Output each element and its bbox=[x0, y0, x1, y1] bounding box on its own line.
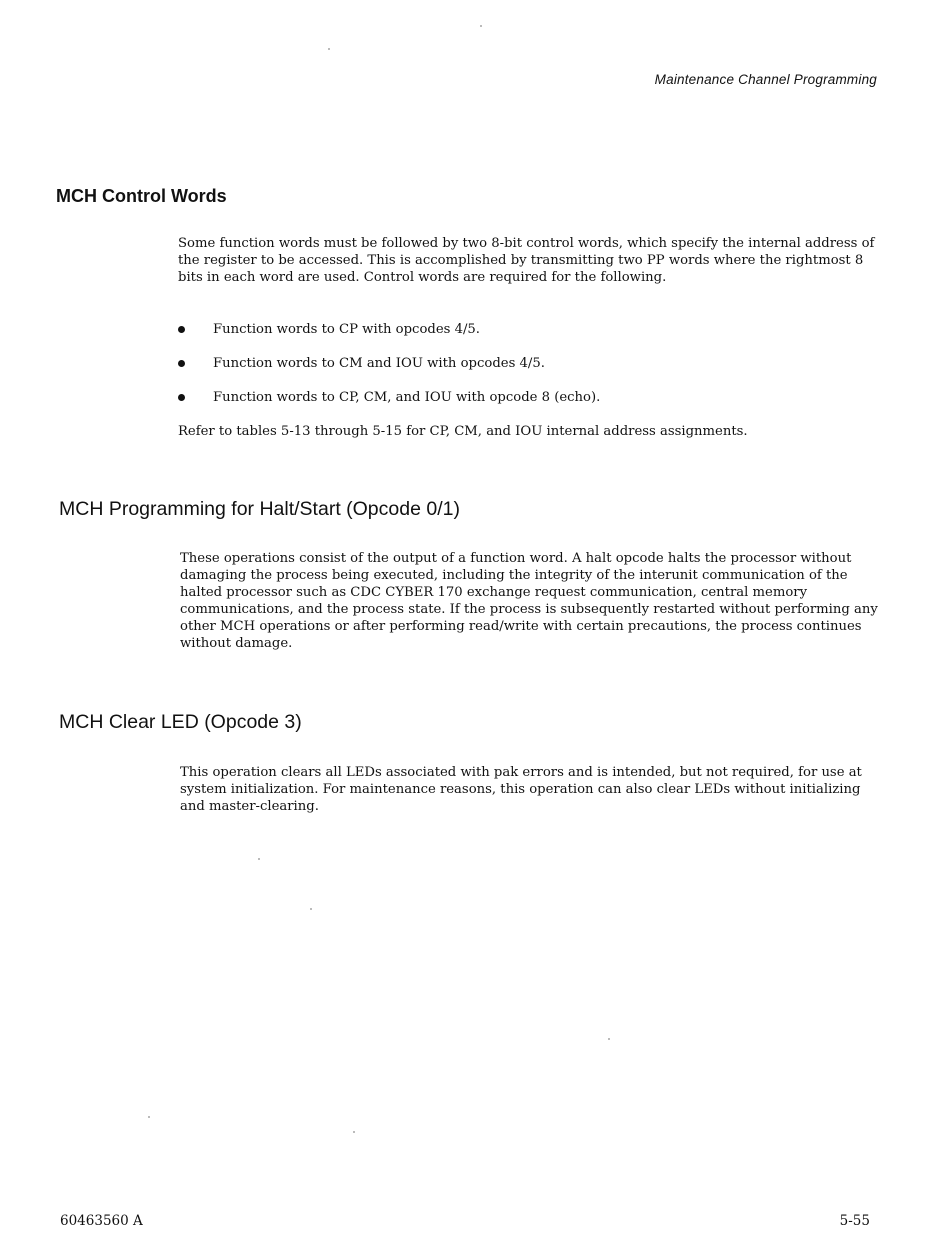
page-number: 5-55 bbox=[839, 1213, 870, 1229]
clear-led-body: This operation clears all LEDs associated with pak errors and is intended, but not required, for use at system initialization. For maintenance reasons, this operation can also clear LEDs without initializing and master-clearing. bbox=[180, 765, 862, 814]
scan-speck bbox=[148, 1116, 150, 1118]
scan-speck bbox=[258, 858, 260, 860]
bullet-icon bbox=[178, 360, 185, 367]
list-item bbox=[178, 355, 878, 389]
bullet-icon bbox=[178, 394, 185, 401]
halt-start-body: These operations consist of the output of a function word. A halt opcode halts the processor without damaging the process being executed, including the integrity of the interunit communication of the halted processor such as CDC CYBER 170 exchange request communication, central memory communications, and the process state. If the process is subsequently restarted without performing any other MCH operations or after performing read/write with certain precautions, the process continues without damage. bbox=[180, 551, 878, 651]
list-item bbox=[178, 321, 878, 355]
scan-speck bbox=[310, 908, 312, 910]
document-number: 60463560 A bbox=[60, 1213, 143, 1229]
section-title-control-words: MCH Control Words bbox=[56, 186, 227, 206]
section-title-clear-led: MCH Clear LED (Opcode 3) bbox=[59, 711, 302, 733]
list-item bbox=[178, 389, 878, 423]
list-item-text: Function words to CP, CM, and IOU with opcode 8 (echo). bbox=[213, 390, 601, 405]
list-item-text: Function words to CP with opcodes 4/5. bbox=[213, 322, 481, 337]
scan-speck bbox=[328, 48, 330, 50]
running-head: Maintenance Channel Programming bbox=[654, 72, 877, 87]
scan-speck bbox=[480, 25, 482, 27]
scan-speck bbox=[608, 1038, 610, 1040]
control-words-bullet-list bbox=[178, 321, 878, 423]
control-words-outro: Refer to tables 5-13 through 5-15 for CP, CM, and IOU internal address assignments. bbox=[178, 424, 748, 439]
control-words-intro: Some function words must be followed by two 8-bit control words, which specify the internal address of the register to be accessed. This is accomplished by transmitting two PP words where the rightmost 8 bits in each word are used. Control words are required for the following. bbox=[178, 236, 875, 285]
scan-speck bbox=[353, 1131, 355, 1133]
bullet-icon bbox=[178, 326, 185, 333]
list-item-text: Function words to CM and IOU with opcodes 4/5. bbox=[213, 356, 545, 371]
section-title-halt-start: MCH Programming for Halt/Start (Opcode 0/1) bbox=[59, 498, 460, 520]
